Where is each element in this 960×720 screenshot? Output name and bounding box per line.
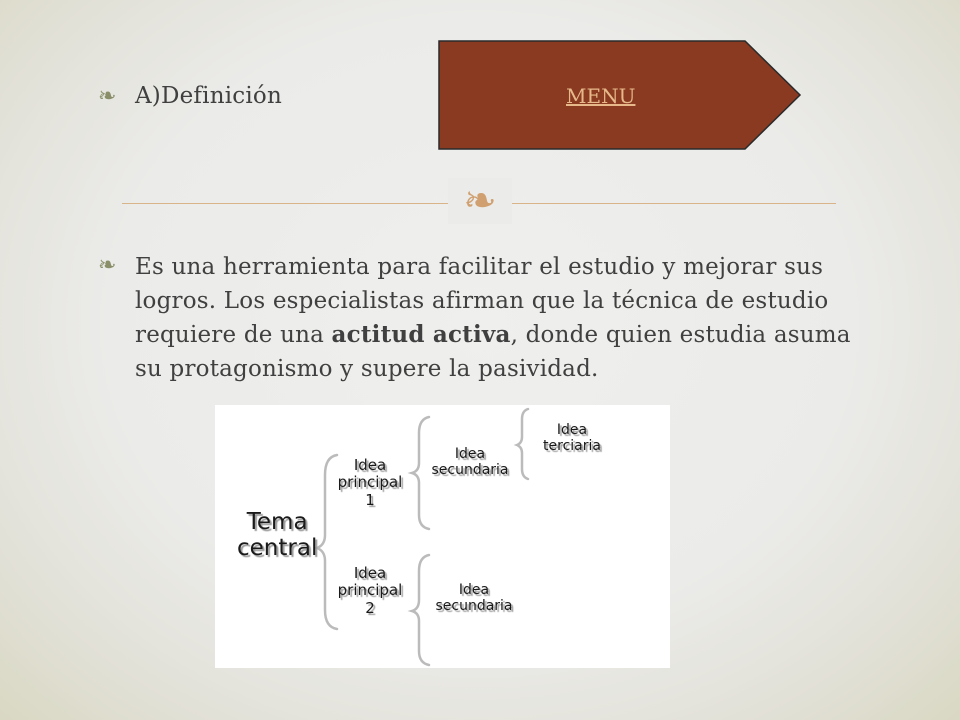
node-idea-principal-1-line-2: principal (337, 473, 403, 492)
body-paragraph (135, 250, 870, 386)
body-bullet-icon: ❧ (98, 253, 117, 278)
node-tema-central (237, 509, 317, 562)
body-text-emphasis: actitud activa (331, 321, 511, 348)
divider-ornament-icon: ❧ (448, 178, 512, 224)
node-idea-secundaria-2 (431, 582, 517, 614)
mindmap-diagram (215, 405, 670, 668)
menu-link[interactable]: MENU (566, 84, 636, 108)
heading: A)Definición (135, 83, 282, 109)
node-idea-principal-2-line-2: principal (337, 581, 403, 600)
node-idea-secundaria-2-line-1: Idea (458, 582, 490, 598)
heading-bullet-icon: ❧ (98, 84, 117, 109)
node-idea-secundaria-1-line-2: secundaria (431, 462, 509, 479)
body-text-end: , donde quien estudia asuma su protagonismo y supere la pasividad. (135, 322, 851, 382)
node-idea-terciaria-line-2: terciaria (543, 438, 601, 455)
node-idea-principal-2 (332, 565, 408, 617)
node-tema-central-line-1: Tema (246, 509, 308, 535)
body-text-start: Es una herramienta para facilitar el estudio y mejorar sus logros. Los especialistas afirman que la técnica de estudio requiere de una (135, 254, 829, 348)
node-idea-terciaria-line-1: Idea (556, 422, 588, 438)
node-idea-secundaria-2-line-2: secundaria (435, 598, 513, 615)
node-idea-principal-1 (332, 457, 408, 509)
node-idea-secundaria-1-line-1: Idea (454, 446, 486, 462)
node-idea-principal-2-line-1: Idea (353, 564, 387, 582)
node-tema-central-line-2: central (237, 535, 318, 562)
node-idea-secundaria-1 (427, 446, 513, 478)
node-idea-principal-1-line-1: Idea (353, 456, 387, 474)
node-idea-terciaria (532, 422, 612, 454)
node-idea-principal-1-line-3: 1 (365, 490, 375, 509)
node-idea-principal-2-line-3: 2 (365, 598, 375, 617)
